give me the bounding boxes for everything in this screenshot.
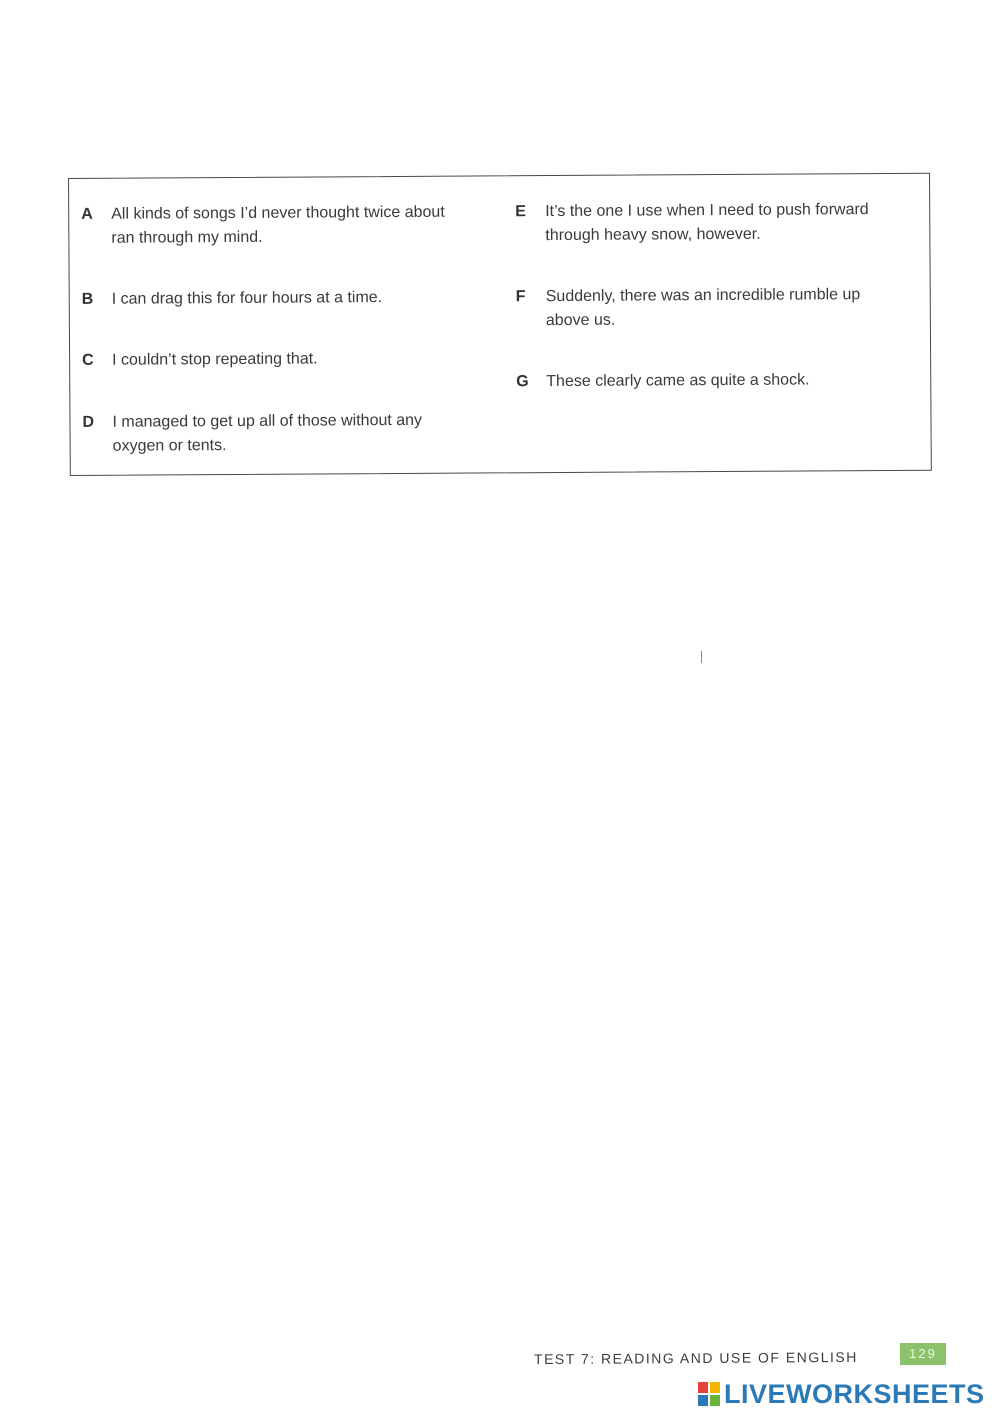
option-text <box>545 198 869 248</box>
liveworksheets-watermark[interactable] <box>698 1379 985 1409</box>
option-text-line: ran through my mind. <box>111 228 263 247</box>
option-text-line: These clearly came as quite a shock. <box>546 371 810 391</box>
option-letter: G <box>516 373 529 391</box>
option-letter: B <box>81 290 94 308</box>
option-text-line: above us. <box>545 311 616 330</box>
footer-section-label: TEST 7: READING AND USE OF ENGLISH <box>533 1348 858 1368</box>
option-text <box>112 347 318 372</box>
option-text-line: I couldn’t stop repeating that. <box>112 350 318 369</box>
option-letter: E <box>515 203 526 221</box>
options-box <box>68 173 932 476</box>
option-letter: C <box>82 351 94 369</box>
option-letter: F <box>515 288 526 306</box>
option-text-line: Suddenly, there was an incredible rumble up <box>545 286 861 306</box>
option-text-line: through heavy snow, however. <box>545 225 761 245</box>
option-text-line: I can drag this for four hours at a time. <box>111 289 383 308</box>
watermark-text: LIVEWORKSHEETS <box>724 1378 985 1409</box>
option-letter: A <box>81 205 93 223</box>
option-text-line: I managed to get up all of those without any <box>112 411 423 431</box>
option-text-line: All kinds of songs I’d never thought twice about <box>111 203 445 223</box>
option-text-line: It’s the one I use when I need to push forward <box>545 201 869 221</box>
scan-artifact-mark <box>701 651 702 663</box>
option-text <box>546 368 809 394</box>
option-text <box>112 286 383 312</box>
option-text <box>111 201 445 251</box>
option-text-line: oxygen or tents. <box>112 437 227 455</box>
liveworksheets-logo-icon <box>698 1382 720 1406</box>
page-number-badge: 129 <box>900 1343 946 1365</box>
option-letter: D <box>82 413 95 431</box>
option-text <box>546 283 861 333</box>
option-text <box>112 409 422 459</box>
